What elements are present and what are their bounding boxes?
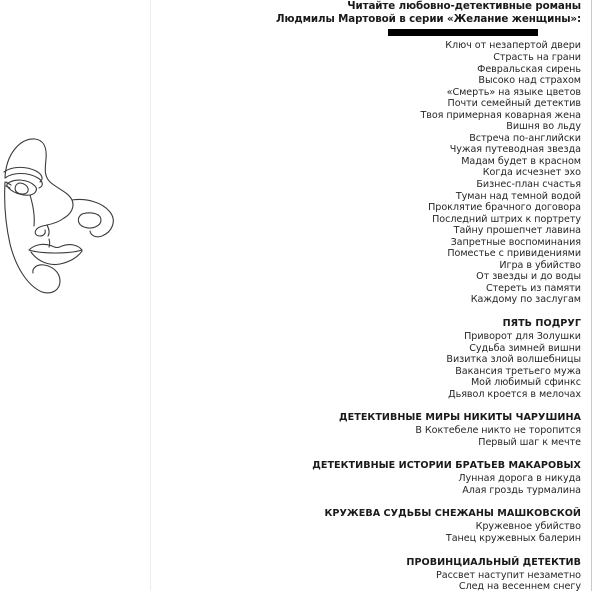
book-list (180, 425, 582, 448)
section-title: ДЕТЕКТИВНЫЕ ИСТОРИИ БРАТЬЕВ МАКАРОВЫХ (312, 460, 581, 472)
list-item: Первый шаг к мечте (478, 436, 581, 448)
list-item: Бизнес-план счастья (476, 178, 581, 190)
section-title: ДЕТЕКТИВНЫЕ МИРЫ НИКИТЫ ЧАРУШИНА (339, 412, 581, 424)
list-item: Ключ от незапертой двери (445, 40, 581, 52)
book-section (180, 508, 582, 544)
book-section (180, 557, 582, 591)
list-item: След на весеннем снегу (458, 581, 581, 591)
woman-face-line-art-illustration (2, 126, 128, 302)
list-item: Визитка злой волшебницы (446, 354, 581, 366)
section-title: ПРОВИНЦИАЛЬНЫЙ ДЕТЕКТИВ (406, 556, 581, 568)
list-item: Последний штрих к портрету (432, 213, 581, 225)
list-item: Мой любимый сфинкс (470, 377, 581, 389)
list-item: Запретные воспоминания (450, 236, 581, 248)
list-item: Игра в убийство (499, 259, 581, 271)
list-item: Дьявол кроется в мелочах (448, 388, 581, 400)
list-item: От звезды и до воды (476, 271, 581, 283)
list-item: Приворот для Золушки (464, 330, 581, 342)
page-gutter-line (150, 0, 151, 591)
list-item: Судьба зимней вишни (469, 342, 581, 354)
list-item: Стереть из памяти (486, 282, 581, 294)
list-item: Алая гроздь турмалина (462, 484, 581, 496)
list-item: Проклятие брачного договора (428, 202, 581, 214)
advert-headline (180, 0, 582, 26)
list-item: Каждому по заслугам (470, 294, 581, 306)
list-item: Высоко над страхом (478, 75, 581, 87)
section-title: КРУЖЕВА СУДЬБЫ СНЕЖАНЫ МАШКОВСКОЙ (324, 508, 581, 520)
list-item: Туман над темной водой (455, 190, 581, 202)
book-list (180, 570, 582, 591)
book-section (180, 460, 582, 496)
list-item: Твоя примерная коварная жена (420, 109, 581, 121)
list-item: Лунная дорога в никуда (458, 473, 581, 485)
list-item: Почти семейный детектив (447, 98, 581, 110)
page-edge (591, 0, 600, 591)
list-item: Встреча по-английски (469, 132, 581, 144)
list-item: «Смерть» на языке цветов (446, 86, 581, 98)
list-item: Поместье с привидениями (447, 248, 581, 260)
section-title: ПЯТЬ ПОДРУГ (502, 317, 581, 329)
list-item: Вакансия третьего мужа (455, 365, 581, 377)
list-item: Рассвет наступит незаметно (436, 569, 581, 581)
list-item: Тайну прошепчет лавина (453, 225, 581, 237)
book-list (180, 331, 582, 400)
list-item: Кружевное убийство (475, 521, 581, 533)
book-section (180, 318, 582, 400)
book-list (180, 473, 582, 496)
list-item: Мадам будет в красном (461, 155, 581, 167)
book-section (180, 412, 582, 448)
advert-headline-line-1: Читайте любовно-детективные романы (347, 0, 581, 12)
book-section (180, 40, 582, 306)
book-list (180, 521, 582, 544)
list-item: Февральская сирень (477, 63, 581, 75)
list-item: В Коктебеле никто не торопится (415, 425, 581, 437)
book-list (180, 40, 582, 306)
headline-rule (388, 29, 538, 36)
list-item: Чужая путеводная звезда (449, 144, 581, 156)
list-item: Вишня во льду (506, 121, 581, 133)
list-item: Когда исчезнет эхо (482, 167, 581, 179)
advert-headline-line-2: Людмилы Мартовой в серии «Желание женщины»: (276, 13, 581, 26)
advert-text-column (180, 0, 582, 591)
list-item: Танец кружевных балерин (445, 533, 581, 544)
list-item: Страсть на грани (493, 51, 581, 63)
